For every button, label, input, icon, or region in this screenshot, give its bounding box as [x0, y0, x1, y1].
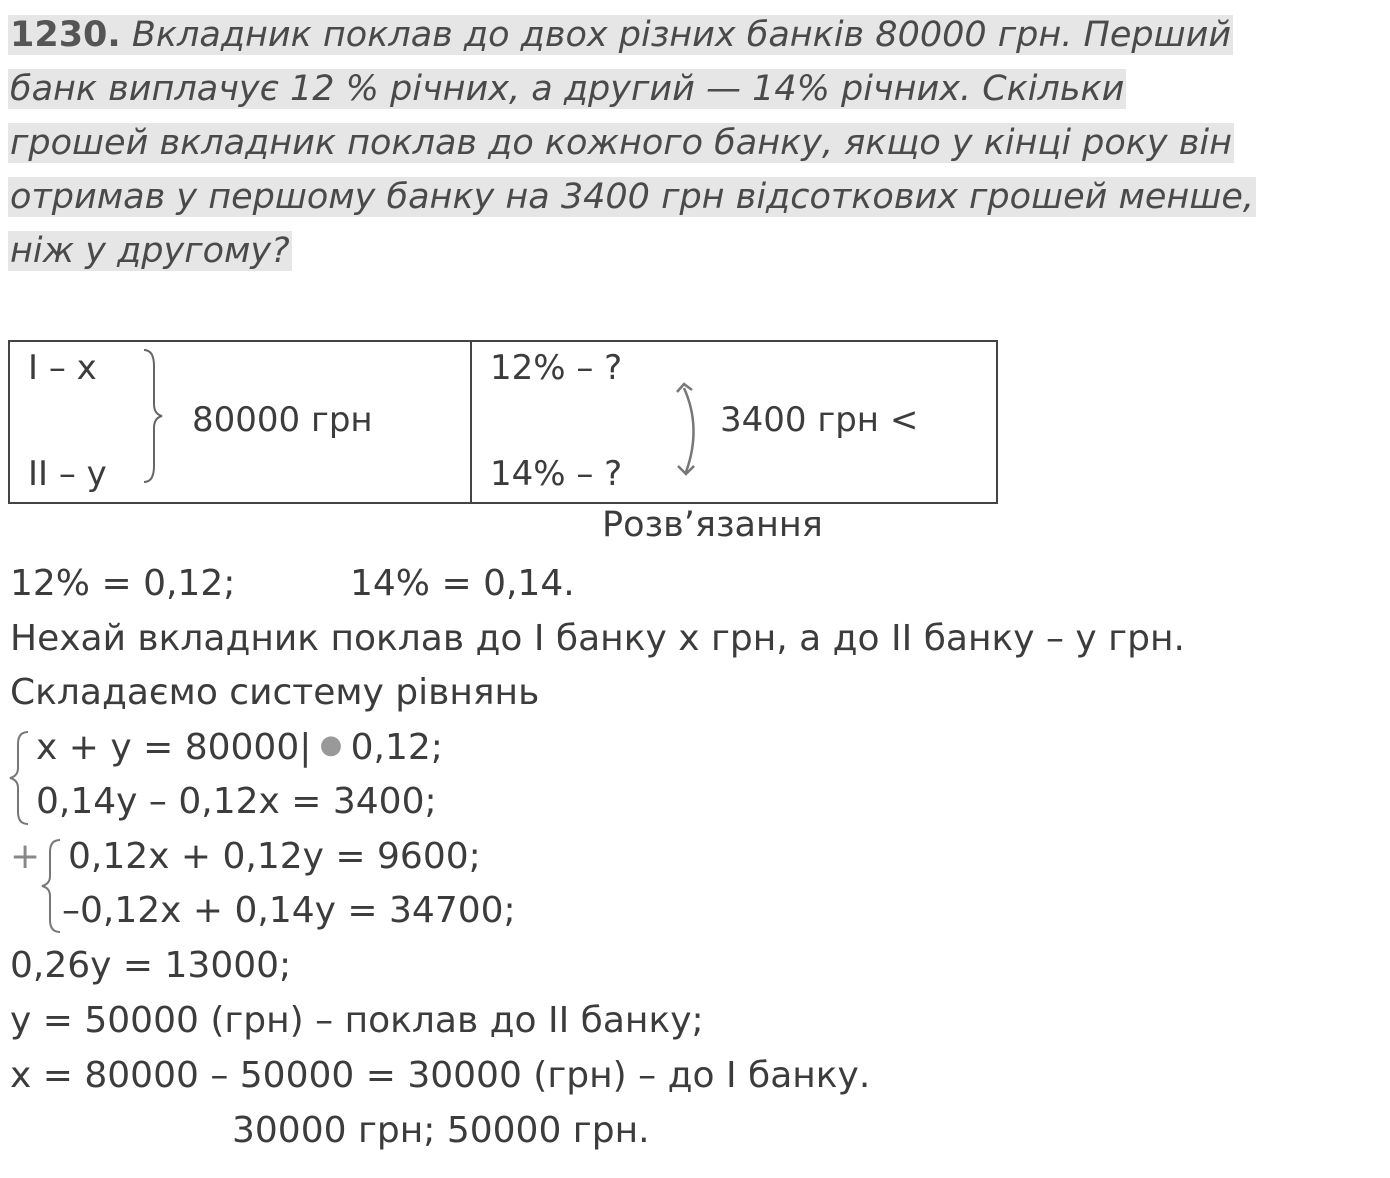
let-statement: Нехай вкладник поклав до I банку x грн, а до II банку – y грн.: [10, 618, 1185, 659]
system1-equation1: x + y = 80000| ● 0,12;: [36, 727, 443, 768]
problem-line-1: 1230. Вкладник поклав до двох різних банків 80000 грн. Перший: [10, 15, 1232, 55]
problem-statement: [8, 8, 1378, 278]
curly-brace-icon: [140, 346, 170, 486]
system1-equation2: 0,14y – 0,12x = 3400;: [36, 781, 437, 822]
step-y: y = 50000 (грн) – поклав до II банку;: [10, 1000, 704, 1041]
condition-table: [8, 340, 998, 504]
table-divider: [470, 342, 472, 502]
system2-equation1: 0,12x + 0,12y = 9600;: [68, 836, 481, 877]
system2-equation2: –0,12x + 0,14y = 34700;: [62, 890, 516, 931]
problem-line-3: грошей вкладник поклав до кожного банку, якщо у кінці року він: [10, 123, 1233, 163]
solution-title: Розв’язання: [602, 505, 823, 545]
second-rate-question: 14% – ?: [490, 454, 623, 494]
percent-conversion-1: 12% = 0,12;: [10, 563, 236, 604]
bank-one-var: I – x: [28, 348, 97, 388]
problem-line-4: отримав у першому банку на 3400 грн відсоткових грошей менше,: [10, 177, 1255, 217]
step-sum: 0,26y = 13000;: [10, 945, 292, 986]
bank-two-var: II – y: [28, 454, 107, 494]
answer: 30000 грн; 50000 грн.: [232, 1110, 650, 1151]
first-rate-question: 12% – ?: [490, 348, 623, 388]
plus-sign: +: [10, 836, 41, 877]
percent-conversion-2: 14% = 0,14.: [350, 563, 575, 604]
problem-number: 1230.: [10, 15, 121, 55]
difference-amount: 3400 грн <: [720, 400, 919, 440]
double-arrow-icon: [672, 380, 712, 480]
problem-line-5: ніж у другому?: [10, 231, 290, 271]
problem-line-2: банк виплачує 12 % річних, а другий — 14% річних. Скільки: [10, 69, 1125, 109]
multiply-dot-icon: ●: [311, 730, 351, 760]
step-x: x = 80000 – 50000 = 30000 (грн) – до I банку.: [10, 1055, 871, 1096]
system-brace-icon: [6, 728, 34, 828]
total-amount: 80000 грн: [192, 400, 373, 440]
system-intro: Складаємо систему рівнянь: [10, 672, 540, 713]
